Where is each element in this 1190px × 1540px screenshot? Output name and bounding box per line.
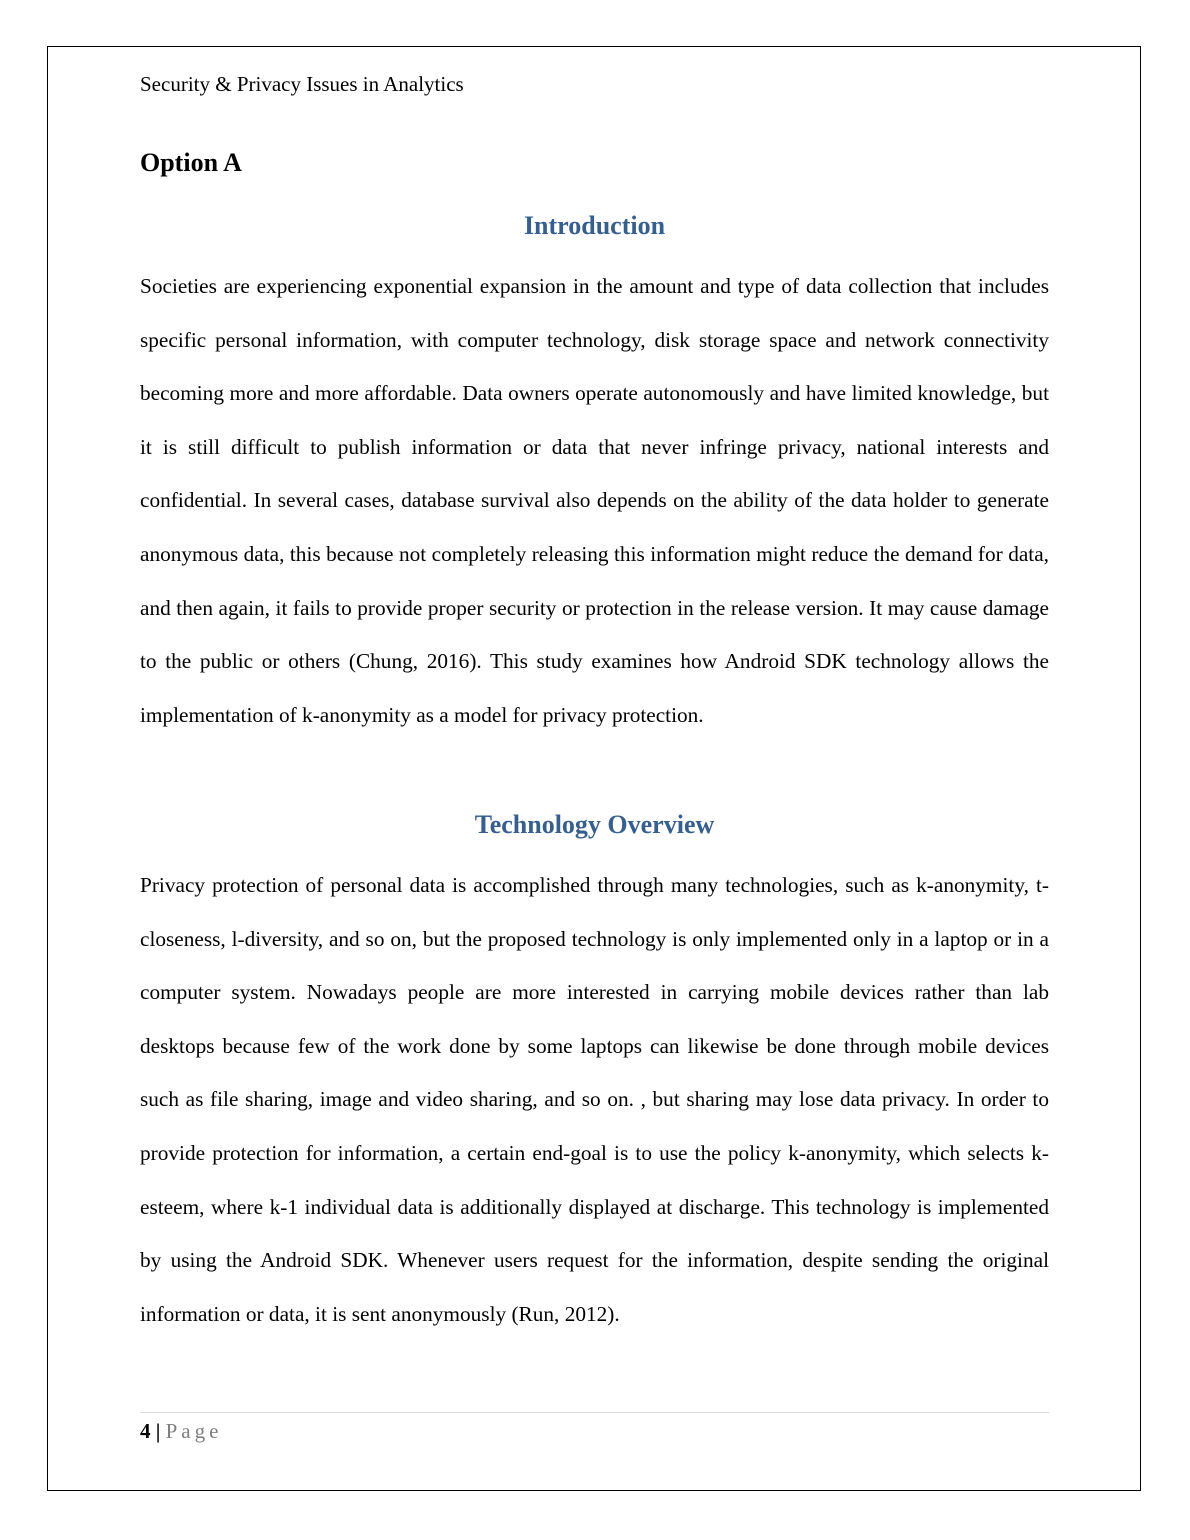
running-header: Security & Privacy Issues in Analytics <box>140 72 464 96</box>
footer-separator: | <box>155 1419 161 1443</box>
page-number: 4 <box>140 1419 151 1443</box>
technology-overview-paragraph: Privacy protection of personal data is accomplished through many technologies, such as k-anonymity, t-closeness, l-diversity, and so on, but the proposed technology is only implemented only in a laptop or in a computer system. Nowadays people are more interested in carrying mobile devices rather than lab desktops because few of the work done by some laptops can likewise be done through mobile devices such as file sharing, image and video sharing, and so on. , but sharing may lose data privacy. In order to provide protection for information, a certain end-goal is to use the policy k-anonymity, which selects k-esteem, where k-1 individual data is additionally displayed at discharge. This technology is implemented by using the Android SDK. Whenever users request for the information, despite sending the original information or data, it is sent anonymously (Run, 2012). <box>140 873 1049 1326</box>
option-title: Option A <box>140 148 242 177</box>
page-footer <box>140 1417 222 1445</box>
introduction-heading: Introduction <box>523 211 666 240</box>
page-label: Page <box>165 1419 223 1443</box>
footer-divider <box>140 1412 1049 1413</box>
technology-overview-heading: Technology Overview <box>474 810 715 839</box>
introduction-paragraph: Societies are experiencing exponential expansion in the amount and type of data collection that includes specific personal information, with computer technology, disk storage space and network connectivity becoming more and more affordable. Data owners operate autonomously and have limited knowledge, but it is still difficult to publish information or data that never infringe privacy, national interests and confidential. In several cases, database survival also depends on the ability of the data holder to generate anonymous data, this because not completely releasing this information might reduce the demand for data, and then again, it fails to provide proper security or protection in the release version. It may cause damage to the public or others (Chung, 2016). This study examines how Android SDK technology allows the implementation of k-anonymity as a model for privacy protection. <box>140 274 1049 727</box>
